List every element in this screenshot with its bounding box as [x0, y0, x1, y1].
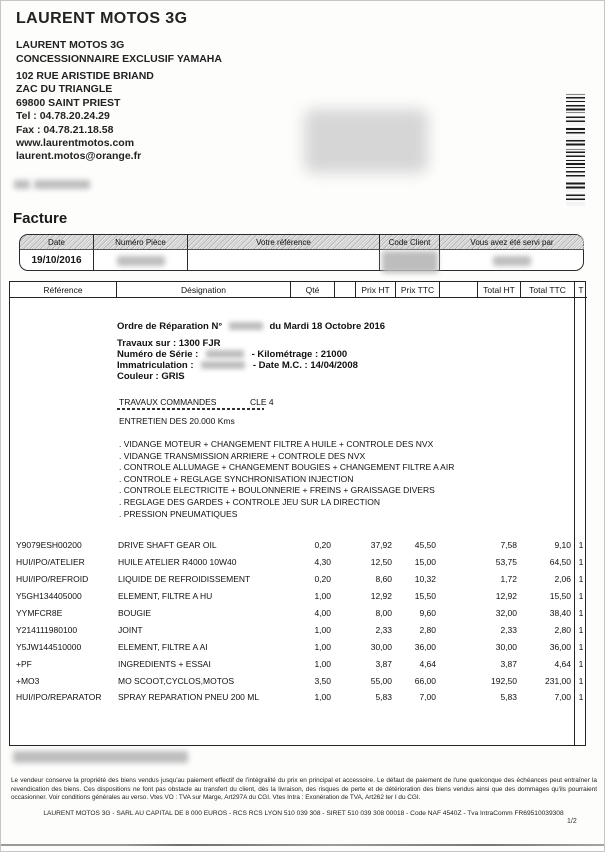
- barcode-icon: [566, 93, 585, 206]
- item-total-ht: 32,00: [495, 608, 517, 618]
- info-value-servi-par-cell: [440, 250, 584, 271]
- item-qty: 1,00: [314, 692, 331, 703]
- operation-item: . CONTROLE ALLUMAGE + CHANGEMENT BOUGIES + CHANGEMENT FILTRE A AIR: [119, 462, 455, 473]
- company-name-line: LAURENT MOTOS 3G: [16, 39, 125, 51]
- info-value-date-cell: [20, 250, 94, 271]
- item-t: 1: [578, 574, 584, 585]
- item-total-ttc: 64,50: [549, 557, 571, 568]
- item-prix-ttc: 7,00: [419, 692, 436, 703]
- item-prix-ttc: 2,80: [419, 624, 436, 635]
- item-reference: Y5GH134405000: [16, 591, 82, 602]
- item-prix-ttc: 45,50: [414, 540, 436, 551]
- item-prix-ht: 12,92: [370, 591, 392, 602]
- info-header-servi-par: Vous avez été servi par: [440, 235, 584, 250]
- info-value-numero-piece-cell: [94, 250, 188, 271]
- company-dealer-line: CONCESSIONNAIRE EXCLUSIF YAMAHA: [16, 52, 222, 65]
- cle-label: CLE 4: [250, 397, 274, 407]
- item-total-ht: 53,75: [495, 557, 517, 568]
- item-designation: MO SCOOT,CYCLOS,MOTOS: [118, 675, 235, 686]
- serial-line: [117, 349, 571, 360]
- email-line: laurent.motos@orange.fr: [16, 150, 142, 163]
- col-header-prix-ttc: Prix TTC: [396, 282, 440, 298]
- item-prix-ttc: 36,00: [414, 641, 436, 652]
- item-qty: 1,00: [314, 624, 331, 635]
- item-reference: HUI/IPO/REFROID: [16, 574, 89, 585]
- item-qty: 1,00: [314, 641, 331, 652]
- item-total-ht: 1,72: [500, 574, 517, 585]
- table-row: [10, 554, 585, 571]
- item-designation: ELEMENT, FILTRE A HU: [118, 591, 213, 602]
- table-row: [10, 655, 585, 672]
- operation-item: . VIDANGE MOTEUR + CHANGEMENT FILTRE A HUILE + CONTROLE DES NVX: [119, 439, 434, 449]
- item-total-ttc: 38,40: [549, 608, 571, 618]
- numero-piece-redaction: [117, 256, 165, 266]
- col-header-spacer-2: [440, 282, 478, 298]
- item-prix-ht: 30,00: [370, 641, 392, 652]
- item-designation: SPRAY REPARATION PNEU 200 ML: [118, 692, 260, 703]
- operation-item: . CONTROLE + REGLAGE SYNCHRONISATION INJECTION: [119, 473, 354, 484]
- ordre-prefix: Ordre de Réparation N°: [117, 321, 223, 332]
- table-row: [10, 638, 585, 655]
- item-prix-ht: 5,83: [375, 692, 392, 703]
- item-total-ttc: 7,00: [554, 692, 571, 703]
- couleur-line: Couleur : GRIS: [117, 371, 185, 382]
- item-total-ttc: 4,64: [554, 658, 571, 669]
- fax-line: Fax : 04.78.21.18.58: [16, 123, 114, 136]
- item-designation: LIQUIDE DE REFROIDISSEMENT: [118, 574, 251, 585]
- item-prix-ttc: 15,50: [414, 591, 436, 602]
- table-row: [10, 621, 585, 638]
- serial-prefix: Numéro de Série :: [117, 349, 199, 360]
- col-header-total-ttc: Total TTC: [521, 282, 575, 298]
- item-total-ttc: 36,00: [549, 641, 571, 652]
- item-total-ttc: 2,80: [554, 624, 571, 635]
- legal-text: Le vendeur conserve la propriété des biens vendus jusqu'au paiement effectif de l'intégralité du prix en principal et accessoire. Le défaut de paiement de l'une quelconque des échéances peut entraîner la revendication des biens. Ces dispositions ne font pas obstacle au transfert du client, dès la livraison, des risques de perte et de détérioration des biens vendus ainsi que des dommages qu'ils pourraient occasionner. Voir conditions générales au verso. Vtes VO : TVA sur Marge, Art297A du CGI. Vtes Intra : Exonération de TVA, Art262 ter I du CGI.: [11, 777, 597, 802]
- item-designation: BOUGIE: [118, 608, 152, 618]
- entretien-label: ENTRETIEN DES 20.000 Kms: [119, 416, 235, 426]
- items-table: [9, 281, 586, 746]
- immat-suffix: - Date M.C. : 14/04/2008: [252, 360, 358, 371]
- item-qty: 0,20: [314, 540, 331, 551]
- item-qty: 4,30: [314, 557, 331, 568]
- item-qty: 0,20: [314, 574, 331, 585]
- company-title: LAURENT MOTOS 3G: [16, 10, 188, 27]
- info-value-votre-reference-cell: [188, 250, 380, 271]
- item-t: 1: [578, 624, 584, 635]
- info-strip: [19, 234, 584, 271]
- items-table-body: [10, 298, 585, 745]
- immat-redaction: [201, 361, 245, 369]
- item-t: 1: [578, 557, 584, 568]
- item-t: 1: [578, 692, 584, 703]
- company-subtitle-block: [16, 39, 222, 66]
- col-header-prix-ht: Prix HT: [356, 282, 396, 298]
- table-row: [10, 588, 585, 605]
- item-qty: 4,00: [314, 608, 331, 618]
- item-total-ht: 7,58: [500, 540, 517, 551]
- item-prix-ttc: 15,00: [414, 557, 436, 568]
- item-qty: 3,50: [314, 675, 331, 686]
- item-prix-ht: 8,60: [375, 574, 392, 585]
- item-prix-ht: 8,00: [375, 608, 392, 618]
- address-city: 69800 SAINT PRIEST: [16, 96, 121, 109]
- footer-company-line: LAURENT MOTOS 3G - SARL AU CAPITAL DE 8 000 EUROS - RCS RCS LYON 510 039 308 - SIRET 510 039 308 00018 - Code NAF 4540Z - Tva IntraComm FR69510039308: [43, 810, 564, 817]
- table-row: [10, 689, 585, 706]
- table-row: [10, 672, 585, 689]
- col-header-qte: Qté: [291, 282, 335, 298]
- item-reference: Y214111980100: [16, 624, 78, 635]
- item-t: 1: [578, 658, 584, 669]
- bottom-rule: [1, 844, 605, 846]
- table-row: [10, 605, 585, 622]
- ordre-reparation-line: [117, 321, 571, 332]
- item-total-ht: 2,33: [500, 624, 517, 635]
- immat-prefix: Immatriculation :: [117, 360, 194, 371]
- info-header-code-client: Code Client: [380, 235, 440, 250]
- footer-redaction: [13, 751, 188, 763]
- item-t: 1: [578, 591, 584, 602]
- item-qty: 1,00: [314, 591, 331, 602]
- item-prix-ht: 2,33: [375, 624, 392, 635]
- address-street: 102 RUE ARISTIDE BRIAND: [16, 70, 154, 82]
- item-total-ttc: 2,06: [554, 574, 571, 585]
- col-header-designation: Désignation: [117, 282, 291, 298]
- operations-list: [119, 439, 454, 520]
- item-reference: HUI/IPO/REPARATOR: [16, 692, 102, 703]
- info-header-votre-reference: Votre référence: [188, 235, 380, 250]
- info-header-date: Date: [20, 235, 94, 250]
- travaux-commandes-label: TRAVAUX COMMANDES: [119, 397, 217, 407]
- document-title: Facture: [13, 210, 68, 227]
- item-t: 1: [578, 675, 584, 686]
- ordre-number-redaction: [229, 322, 263, 330]
- serial-suffix: - Kilométrage : 21000: [251, 349, 348, 360]
- serial-redaction: [206, 350, 244, 358]
- item-reference: YYMFCR8E: [16, 608, 63, 618]
- item-prix-ttc: 4,64: [419, 658, 436, 669]
- item-total-ttc: 231,00: [545, 675, 571, 686]
- phone-line: Tel : 04.78.20.24.29: [16, 110, 110, 123]
- item-designation: DRIVE SHAFT GEAR OIL: [118, 540, 217, 551]
- info-value-code-client-cell: [380, 250, 440, 271]
- item-designation: ELEMENT, FILTRE A AI: [118, 641, 208, 652]
- item-prix-ht: 12,50: [370, 557, 392, 568]
- col-header-spacer-1: [335, 282, 356, 298]
- item-reference: +MO3: [16, 675, 40, 686]
- travaux-sur-line: Travaux sur : 1300 FJR: [117, 338, 221, 349]
- item-t: 1: [578, 608, 584, 618]
- item-prix-ht: 37,92: [370, 540, 392, 551]
- col-header-t: T: [575, 282, 587, 298]
- servi-par-redaction: [493, 256, 531, 266]
- immatriculation-line: [117, 360, 571, 371]
- item-designation: JOINT: [118, 624, 143, 635]
- operation-item: . CONTROLE ELECTRICITE + BOULONNERIE + FREINS + GRAISSAGE DIVERS: [119, 485, 435, 496]
- item-prix-ttc: 66,00: [414, 675, 436, 686]
- item-total-ht: 12,92: [495, 591, 517, 602]
- item-total-ttc: 15,50: [549, 591, 571, 602]
- item-qty: 1,00: [314, 658, 331, 669]
- items-table-header: [10, 282, 585, 298]
- ordre-suffix: du Mardi 18 Octobre 2016: [269, 321, 386, 332]
- col-header-total-ht: Total HT: [478, 282, 521, 298]
- code-client-redaction: [382, 251, 438, 273]
- dashed-separator: [117, 408, 264, 410]
- website-line: www.laurentmotos.com: [16, 137, 135, 150]
- operation-item: . PRESSION PNEUMATIQUES: [119, 508, 238, 519]
- table-row: [10, 571, 585, 588]
- page-number: 1/2: [567, 818, 577, 825]
- customer-address-redaction: [304, 109, 428, 173]
- item-designation: HUILE ATELIER R4000 10W40: [118, 557, 237, 568]
- address-block: [16, 70, 154, 164]
- item-reference: Y9079ESH00200: [16, 540, 82, 551]
- item-reference: Y5JW144510000: [16, 641, 82, 652]
- item-prix-ttc: 10,32: [414, 574, 436, 585]
- col-header-reference: Référence: [10, 282, 117, 298]
- info-header-numero-piece: Numéro Pièce: [94, 235, 188, 250]
- item-prix-ht: 55,00: [370, 675, 392, 686]
- item-total-ht: 192,50: [491, 675, 517, 686]
- item-total-ht: 3,87: [500, 658, 517, 669]
- item-total-ttc: 9,10: [554, 540, 571, 551]
- address-zone: ZAC DU TRIANGLE: [16, 83, 113, 96]
- item-prix-ttc: 9,60: [419, 608, 436, 618]
- item-total-ht: 5,83: [500, 692, 517, 703]
- item-total-ht: 30,00: [495, 641, 517, 652]
- operation-item: . VIDANGE TRANSMISSION ARRIERE + CONTROLE DES NVX: [119, 450, 366, 461]
- item-t: 1: [578, 540, 584, 551]
- operation-item: . REGLAGE DES GARDES + CONTROLE JEU SUR LA DIRECTION: [119, 496, 380, 507]
- redacted-reference-long: [34, 180, 90, 189]
- item-reference: HUI/IPO/ATELIER: [16, 557, 85, 568]
- invoice-date: 19/10/2016: [31, 255, 82, 266]
- item-rows: [10, 537, 585, 706]
- item-reference: +PF: [16, 658, 32, 669]
- item-prix-ht: 3,87: [375, 658, 392, 669]
- item-t: 1: [578, 641, 584, 652]
- table-row: [10, 537, 585, 554]
- item-designation: INGREDIENTS + ESSAI: [118, 658, 211, 669]
- redacted-reference-short: [14, 180, 30, 189]
